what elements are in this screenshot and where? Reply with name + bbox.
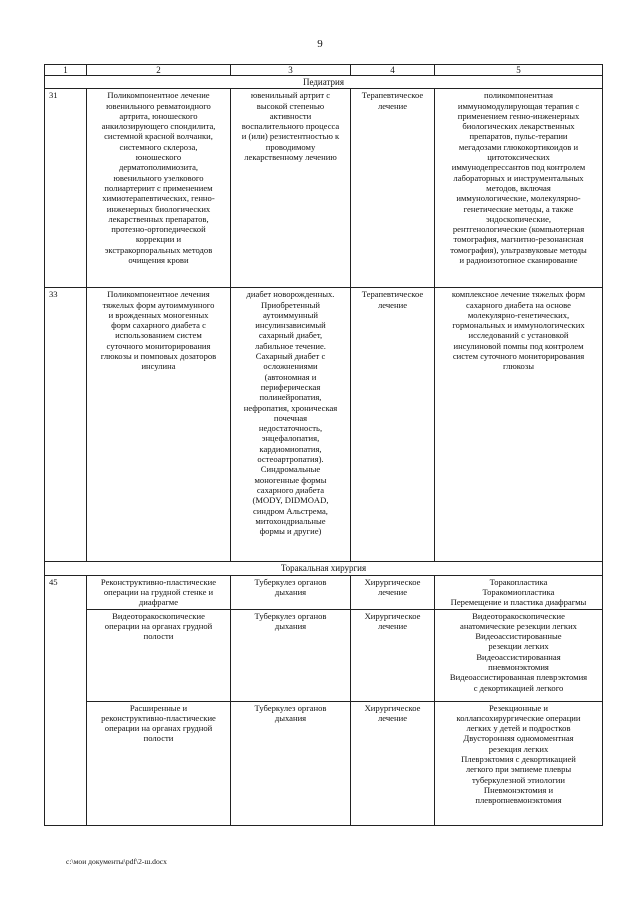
cell-text-line: протезно-ортопедической: [111, 224, 206, 235]
cell-text-line: генетические методы, а также: [463, 203, 574, 214]
cell-text-line: Торакопластика: [489, 576, 548, 587]
header-cell: 4: [351, 65, 435, 76]
cell-text-line: Туберкулез органов: [254, 576, 327, 587]
cell-text-line: Двусторонняя одномоментная: [463, 733, 574, 744]
cell-text-line: иммуномодулирующая терапия с: [457, 100, 580, 111]
treatment-method-cell: [435, 89, 603, 288]
cell-text-line: нефропатия, хроническая: [243, 402, 338, 413]
cell-text-line: Туберкулез органов: [254, 702, 327, 713]
treatment-method-cell: [435, 575, 603, 609]
cell-text-line: диафрагме: [138, 597, 179, 608]
section-row-pediatrics: [45, 76, 603, 89]
cell-text-line: почечная: [273, 412, 308, 423]
cell-text-line: томография), ультразвуковые методы: [450, 244, 587, 255]
cell-text-line: Видеоторакоскопические: [112, 610, 205, 621]
diagnosis-cell: [231, 89, 351, 288]
cell-text-line: биологических лекарственных: [462, 121, 575, 132]
table-row: [45, 575, 603, 609]
cell-text-line: инсулинзависимый: [255, 320, 326, 331]
treatment-type-cell: [351, 701, 435, 825]
cell-text-line: (автономная и: [264, 371, 317, 382]
cell-text-line: Видеоассистированная: [476, 651, 561, 662]
cell-text-line: плевропневмонэктомия: [475, 795, 562, 806]
cell-text-line: химиотерапевтических, генно-: [102, 193, 215, 204]
services-table: [44, 64, 603, 826]
cell-text-line: легких у детей и подростков: [466, 723, 571, 734]
row-number: 33: [45, 288, 87, 562]
cell-text-line: Видеоассистированные: [475, 631, 562, 642]
cell-text-line: инженерных биологических: [106, 203, 211, 214]
cell-text-line: Перемещение и пластика диафрагмы: [450, 597, 587, 608]
cell-text-line: методов, включая: [486, 182, 551, 193]
method-cell: [87, 89, 231, 288]
cell-text-line: Хирургическое: [364, 610, 421, 621]
cell-text-line: полиартериит с применением: [104, 182, 213, 193]
section-title: Педиатрия: [45, 76, 603, 89]
method-cell: [87, 609, 231, 701]
cell-text-line: Хирургическое: [364, 702, 421, 713]
cell-text-line: лекарственных препаратов,: [108, 213, 209, 224]
cell-text-line: полости: [143, 631, 174, 642]
cell-text-line: инсулина: [141, 361, 176, 372]
cell-text-line: Синдромальные: [260, 464, 321, 475]
cell-text-line: экстракорпоральных методов: [104, 244, 213, 255]
cell-text-line: форм сахарного диабета с: [111, 320, 206, 331]
cell-text-line: использованием систем: [115, 330, 202, 341]
cell-text-line: и радиоизотопное сканирование: [459, 255, 578, 266]
cell-text-line: Терапевтическое: [361, 90, 424, 101]
cell-text-line: Поликомпонентное лечения: [107, 289, 210, 300]
cell-text-line: проводимому: [265, 141, 316, 152]
diagnosis-cell: [231, 575, 351, 609]
cell-text-line: лечение: [377, 712, 408, 723]
cell-text-line: дыхания: [274, 586, 307, 597]
cell-text-line: Торакомиопластика: [482, 586, 555, 597]
cell-text-line: сахарного диабета на основе: [466, 299, 571, 310]
cell-text-line: с декортикацией легкого: [473, 682, 564, 693]
cell-text-line: аутоиммунный: [263, 309, 318, 320]
treatment-type-cell: [351, 609, 435, 701]
cell-text-line: Видеоторакоскопические: [472, 610, 565, 621]
cell-text-line: исследований с установкой: [468, 330, 569, 341]
cell-text-line: диабет новорожденных.: [246, 289, 335, 300]
treatment-method-cell: [435, 609, 603, 701]
header-cell: 2: [87, 65, 231, 76]
cell-text-line: Хирургическое: [364, 576, 421, 587]
page-number: 9: [317, 38, 323, 50]
cell-text-line: и (или) резистентностью к: [241, 131, 340, 142]
cell-text-line: систем суточного мониторирования: [452, 351, 585, 362]
cell-text-line: осложнениями: [263, 361, 318, 372]
cell-text-line: периферическая: [260, 381, 321, 392]
treatment-method-cell: [435, 701, 603, 825]
cell-text-line: томография, магнитно-резонансная: [453, 234, 584, 245]
section-row-thoracic: [45, 562, 603, 575]
cell-text-line: остеоартропатия).: [257, 454, 324, 465]
diagnosis-cell: [231, 609, 351, 701]
cell-text-line: воспалительного процесса: [241, 121, 340, 132]
row-number: 45: [45, 575, 87, 825]
cell-text-line: операции на органах грудной: [104, 723, 213, 734]
footer-file-path: c:\мои документы\pdf\2-ш.docx: [66, 857, 167, 866]
cell-text-line: очищения крови: [128, 255, 189, 266]
cell-text-line: иммунодепрессантов под контролем: [451, 162, 586, 173]
cell-text-line: дыхания: [274, 712, 307, 723]
cell-text-line: глюкозы: [502, 361, 534, 372]
cell-text-line: активности: [269, 110, 312, 121]
cell-text-line: и врожденных моногенных: [108, 309, 209, 320]
diagnosis-cell: [231, 288, 351, 562]
cell-text-line: эндоскопические,: [485, 213, 552, 224]
cell-text-line: мегадозами глюкокортикоидов и: [458, 141, 579, 152]
cell-text-line: препаратов, пульс-терапии: [469, 131, 568, 142]
method-cell: [87, 288, 231, 562]
cell-text-line: иммунологические, молекулярно-: [456, 193, 581, 204]
table-header-row: [45, 65, 603, 76]
cell-text-line: тяжелых форм аутоиммунного: [102, 299, 215, 310]
method-cell: [87, 701, 231, 825]
cell-text-line: Плеврэктомия с декортикацией: [461, 754, 576, 765]
cell-text-line: дерматополимиозита,: [118, 162, 199, 173]
cell-text-line: применением генно-инженерных: [457, 110, 580, 121]
cell-text-line: юношеского: [135, 152, 182, 163]
treatment-type-cell: [351, 575, 435, 609]
cell-text-line: сахарный диабет,: [258, 330, 323, 341]
cell-text-line: системного склероза,: [119, 141, 198, 152]
cell-text-line: ювенильный артрит с: [250, 90, 331, 101]
cell-text-line: лабораторных и инструментальных: [453, 172, 584, 183]
cell-text-line: высокой степенью: [256, 100, 325, 111]
cell-text-line: сахарного диабета: [256, 484, 325, 495]
cell-text-line: коррекции и: [135, 234, 182, 245]
table-row: [45, 609, 603, 701]
cell-text-line: (MODY, DIDMOAD,: [252, 495, 329, 506]
table-row: [45, 89, 603, 288]
cell-text-line: системной красной волчанки,: [104, 131, 213, 142]
cell-text-line: суточного мониторирования: [106, 340, 211, 351]
table-row: [45, 288, 603, 562]
cell-text-line: лечение: [377, 620, 408, 631]
header-cell: 5: [435, 65, 603, 76]
cell-text-line: Туберкулез органов: [254, 610, 327, 621]
cell-text-line: энцефалопатия,: [261, 433, 320, 444]
cell-text-line: легкого при эмпиеме плевры: [465, 764, 572, 775]
cell-text-line: полости: [143, 733, 174, 744]
cell-text-line: анкилозирующего спондилита,: [101, 121, 216, 132]
cell-text-line: лечение: [377, 100, 408, 111]
cell-text-line: резекция легких: [488, 743, 549, 754]
row-number: 31: [45, 89, 87, 288]
cell-text-line: лабильное течение.: [255, 340, 326, 351]
table-row: [45, 701, 603, 825]
cell-text-line: Терапевтическое: [361, 289, 424, 300]
cell-text-line: глюкозы и помповых дозаторов: [100, 351, 217, 362]
cell-text-line: цитотоксических: [487, 152, 550, 163]
cell-text-line: формы и другие): [259, 526, 322, 537]
treatment-type-cell: [351, 89, 435, 288]
cell-text-line: туберкулезной этиологии: [472, 774, 565, 785]
cell-text-line: лекарственному лечению: [244, 152, 337, 163]
cell-text-line: артрита, юношеского: [119, 110, 198, 121]
diagnosis-cell: [231, 701, 351, 825]
cell-text-line: синдром Альстрема,: [253, 505, 328, 516]
cell-text-line: Реконструктивно-пластические: [100, 576, 217, 587]
cell-text-line: рентгенологические (компьютерная: [452, 224, 585, 235]
method-cell: [87, 575, 231, 609]
cell-text-line: поликомпонентная: [483, 90, 553, 101]
cell-text-line: ювенильного узелкового: [113, 172, 204, 183]
cell-text-line: комплексное лечение тяжелых форм: [451, 289, 586, 300]
cell-text-line: полинейропатия,: [259, 392, 322, 403]
cell-text-line: ювенильного ревматоидного: [106, 100, 211, 111]
cell-text-line: моногенные формы: [254, 474, 327, 485]
treatment-type-cell: [351, 288, 435, 562]
cell-text-line: инсулиновой помпы под контролем: [453, 340, 584, 351]
cell-text-line: гормональных и иммунологических: [452, 320, 585, 331]
header-cell: 3: [231, 65, 351, 76]
treatment-method-cell: [435, 288, 603, 562]
cell-text-line: пневмонэктомия: [488, 662, 549, 673]
cell-text-line: реконструктивно-пластические: [101, 712, 216, 723]
cell-text-line: операции на органах грудной: [104, 620, 213, 631]
cell-text-line: анатомические резекции легких: [460, 620, 577, 631]
cell-text-line: недостаточность,: [258, 423, 323, 434]
cell-text-line: лечение: [377, 299, 408, 310]
cell-text-line: Резекционные и: [489, 702, 548, 713]
section-title: Торакальная хирургия: [45, 562, 603, 575]
header-cell: 1: [45, 65, 87, 76]
cell-text-line: лечение: [377, 586, 408, 597]
cell-text-line: кардиомиопатия,: [259, 443, 322, 454]
cell-text-line: дыхания: [274, 620, 307, 631]
cell-text-line: Поликомпонентное лечение: [107, 90, 210, 101]
cell-text-line: Пневмонэктомия и: [483, 784, 554, 795]
cell-text-line: Сахарный диабет с: [255, 351, 326, 362]
cell-text-line: митохондриальные: [255, 515, 326, 526]
cell-text-line: операции на грудной стенке и: [103, 586, 214, 597]
cell-text-line: коллапсохирургические операции: [456, 712, 581, 723]
cell-text-line: Видеоассистированная плеврэктомия: [449, 672, 588, 683]
cell-text-line: резекции легких: [488, 641, 549, 652]
cell-text-line: молекулярно-генетических,: [467, 309, 570, 320]
cell-text-line: Приобретенный: [260, 299, 321, 310]
cell-text-line: Расширенные и: [129, 702, 188, 713]
